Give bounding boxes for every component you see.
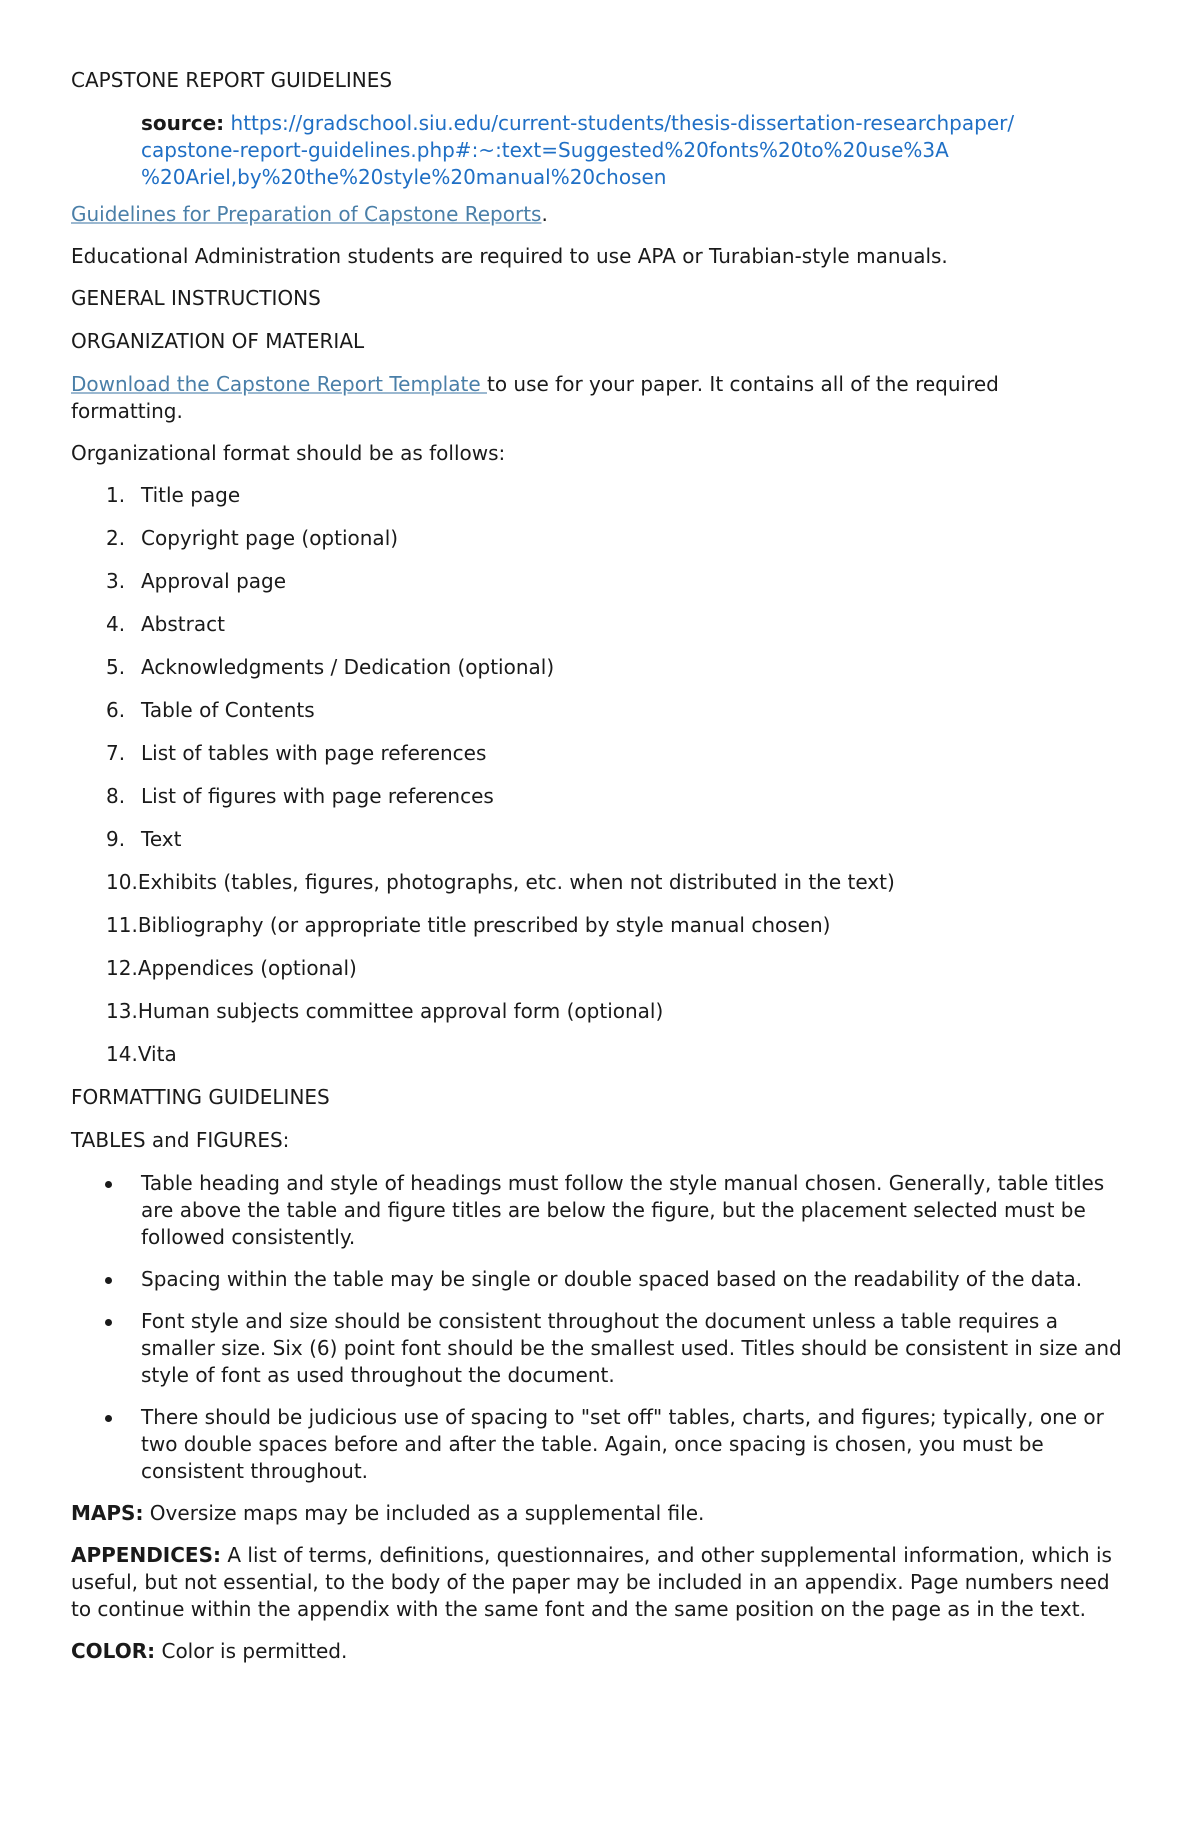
bullet-item [71,1404,1131,1485]
list-number: 1. [106,483,126,507]
list-number: 4. [106,612,126,636]
list-text: Vita [137,1042,177,1066]
list-item [71,912,1131,939]
general-instructions-heading: GENERAL INSTRUCTIONS [71,286,321,310]
color-text: Color is permitted. [155,1639,348,1663]
list-text: Bibliography (or appropriate title prescribed by style manual chosen) [137,913,831,937]
maps-text: Oversize maps may be included as a supplemental file. [143,1501,705,1525]
list-number: 8. [106,784,126,808]
list-number: 12. [106,956,138,980]
list-number: 14. [106,1042,138,1066]
source-url-line1[interactable]: https://gradschool.siu.edu/current-students/thesis-dissertation-researchpaper/ [230,111,1015,135]
list-text: Abstract [141,612,225,636]
org-format-intro: Organizational format should be as follows: [71,441,506,465]
bullet-icon [105,1181,112,1188]
bullet-text: Font style and size should be consistent throughout the document unless a table requires a smaller size. Six (6) point font should be the smallest used. Titles should be consistent in size and style of font as used throughout the document. [141,1309,1122,1387]
formatting-heading: FORMATTING GUIDELINES [71,1085,330,1109]
list-text: Table of Contents [141,698,315,722]
list-item [71,525,1131,552]
list-item [71,611,1131,638]
document-page [71,67,1131,1680]
bullet-text: Table heading and style of headings must follow the style manual chosen. Generally, table titles are above the table and figure titles are below the figure, but the placement selected must be followed consistently. [141,1171,1105,1249]
list-item [71,1041,1131,1068]
edadmin-paragraph: Educational Administration students are required to use APA or Turabian-style manuals. [71,244,948,268]
appendices-label: APPENDICES: [71,1543,221,1567]
list-text: Copyright page (optional) [141,526,399,550]
color-label: COLOR: [71,1639,156,1663]
bullet-item [71,1266,1131,1293]
bullet-icon [105,1319,112,1326]
list-text: Acknowledgments / Dedication (optional) [141,655,555,679]
color-paragraph [71,1638,1131,1665]
list-item [71,955,1131,982]
bullet-item [71,1170,1131,1251]
list-text: Human subjects committee approval form (optional) [137,999,664,1023]
source-label: source: [141,111,225,135]
list-number: 2. [106,526,126,550]
list-item [71,697,1131,724]
list-number: 7. [106,741,126,765]
maps-paragraph [71,1500,1131,1527]
list-item [71,568,1131,595]
guidelines-link[interactable]: Guidelines for Preparation of Capstone Reports [71,202,542,226]
list-text: Title page [141,483,241,507]
list-number: 3. [106,569,126,593]
guidelines-paragraph [71,201,1131,228]
organization-list [71,482,1131,1068]
bullet-text: There should be judicious use of spacing to "set off" tables, charts, and figures; typically, one or two double spaces before and after the table. Again, once spacing is chosen, you must be consistent throughout. [141,1405,1104,1483]
bullet-icon [105,1415,112,1422]
source-url-line2[interactable]: capstone-report-guidelines.php#:~:text=Suggested%20fonts%20to%20use%3A [141,138,949,162]
bullet-icon [105,1277,112,1284]
bullet-item [71,1308,1131,1389]
list-item [71,783,1131,810]
list-text: List of figures with page references [141,784,494,808]
source-url-line3[interactable]: %20Ariel,by%20the%20style%20manual%20chosen [141,165,667,189]
list-text: Text [141,827,182,851]
list-text: Approval page [141,569,287,593]
list-item [71,998,1131,1025]
source-block [141,110,1131,191]
list-text: Exhibits (tables, figures, photographs, etc. when not distributed in the text) [137,870,895,894]
list-item [71,826,1131,853]
list-number: 6. [106,698,126,722]
list-item [71,482,1131,509]
list-text: List of tables with page references [141,741,487,765]
bullet-text: Spacing within the table may be single or double spaced based on the readability of the data. [141,1267,1083,1291]
appendices-paragraph [71,1542,1131,1623]
template-paragraph [71,371,1131,425]
list-number: 5. [106,655,126,679]
list-number: 9. [106,827,126,851]
guidelines-period: . [541,202,548,226]
list-item [71,869,1131,896]
list-item [71,654,1131,681]
template-download-link[interactable]: Download the Capstone Report Template [71,372,487,396]
template-text-1: to use for your paper. It contains all of the required [486,372,999,396]
list-item [71,740,1131,767]
organization-heading: ORGANIZATION OF MATERIAL [71,329,365,353]
list-number: 10. [106,870,138,894]
tables-figures-heading: TABLES and FIGURES: [71,1128,290,1152]
list-number: 13. [106,999,138,1023]
list-number: 11. [106,913,138,937]
maps-label: MAPS: [71,1501,144,1525]
appendices-text: A list of terms, definitions, questionnaires, and other supplemental information, which is useful, but not essential, to the body of the paper may be included in an appendix. Page numbers need to continue within the appendix with the same font and the same position on the page as in the text. [71,1543,1112,1621]
document-title: CAPSTONE REPORT GUIDELINES [71,68,393,92]
template-text-2: formatting. [71,399,183,423]
list-text: Appendices (optional) [137,956,357,980]
tables-figures-list [71,1170,1131,1485]
